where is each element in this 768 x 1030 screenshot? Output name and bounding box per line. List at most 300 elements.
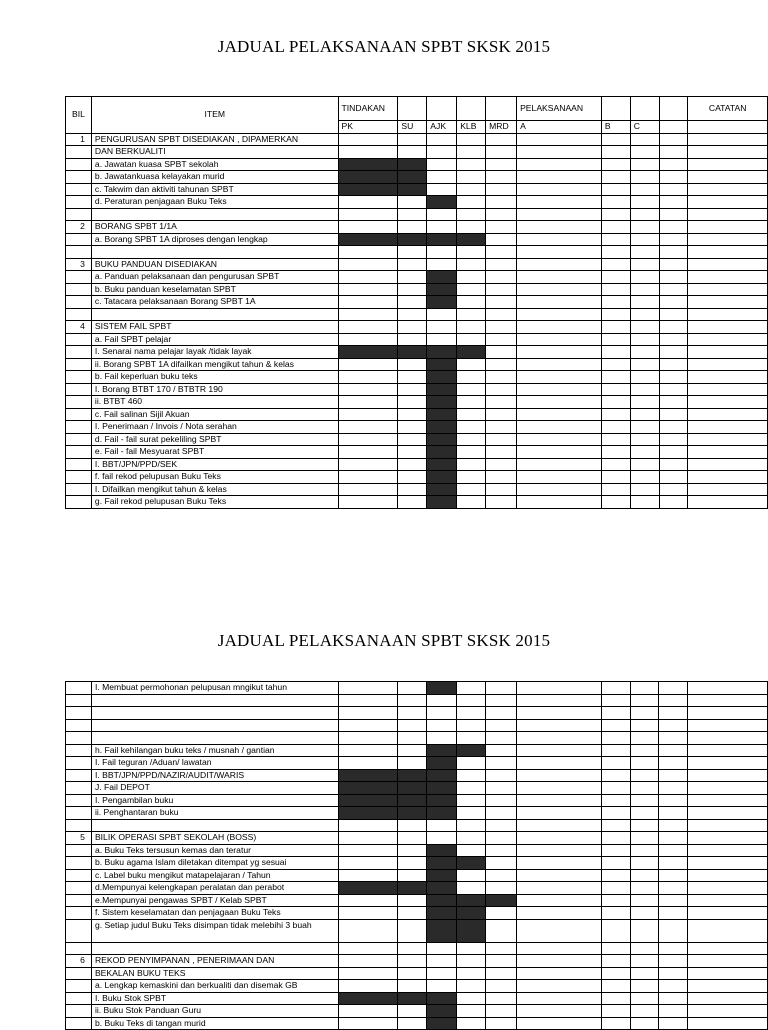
empty-cell [601, 807, 630, 820]
empty-cell [659, 894, 688, 907]
row-item [91, 694, 338, 707]
empty-cell [338, 221, 398, 234]
filled-cell [398, 992, 427, 1005]
empty-cell [517, 371, 602, 384]
empty-cell [517, 358, 602, 371]
empty-cell [659, 408, 688, 421]
row-item: I. Pengambilan buku [91, 794, 338, 807]
empty-cell [486, 967, 517, 980]
empty-cell [688, 421, 768, 434]
filled-cell [338, 882, 398, 895]
row-number [66, 807, 92, 820]
empty-cell [517, 869, 602, 882]
row-number [66, 682, 92, 695]
header-su: SU [398, 121, 427, 134]
row-number [66, 371, 92, 384]
empty-cell [630, 682, 659, 695]
row-item: ii. Penghantaran buku [91, 807, 338, 820]
empty-cell [659, 233, 688, 246]
row-item: I. Membuat permohonan pelupusan mngikut tahun [91, 682, 338, 695]
empty-cell [486, 321, 517, 334]
empty-cell [398, 258, 427, 271]
empty-cell [338, 942, 398, 955]
empty-cell [517, 967, 602, 980]
empty-cell [517, 732, 602, 745]
empty-cell [630, 321, 659, 334]
filled-cell [427, 233, 457, 246]
empty-cell [630, 171, 659, 184]
filled-cell [398, 782, 427, 795]
empty-cell [457, 296, 486, 309]
empty-cell [630, 955, 659, 968]
filled-cell [457, 907, 486, 920]
empty-cell [338, 757, 398, 770]
filled-cell [427, 396, 457, 409]
empty-cell [630, 769, 659, 782]
empty-cell [601, 221, 630, 234]
empty-cell [688, 894, 768, 907]
empty-cell [630, 819, 659, 832]
empty-cell [659, 246, 688, 259]
filled-cell [427, 471, 457, 484]
empty-cell [601, 396, 630, 409]
empty-cell [338, 707, 398, 720]
empty-cell [427, 832, 457, 845]
empty-cell [457, 955, 486, 968]
filled-cell [338, 158, 398, 171]
filled-cell [398, 807, 427, 820]
empty-cell [398, 471, 427, 484]
empty-cell [659, 794, 688, 807]
table-row [66, 857, 768, 870]
row-item: h. Fail kehilangan buku teks / musnah / gantian [91, 744, 338, 757]
empty-cell [457, 980, 486, 993]
table-row [66, 221, 768, 234]
empty-cell [630, 744, 659, 757]
filled-cell [398, 183, 427, 196]
empty-cell [630, 433, 659, 446]
row-item: g. Fail rekod pelupusan Buku Teks [91, 496, 338, 509]
row-number: 1 [66, 133, 92, 146]
row-number [66, 857, 92, 870]
empty-cell [517, 446, 602, 459]
filled-cell [398, 171, 427, 184]
empty-cell [517, 471, 602, 484]
empty-cell [398, 296, 427, 309]
empty-cell [601, 919, 630, 942]
empty-cell [517, 769, 602, 782]
empty-cell [457, 882, 486, 895]
empty-cell [688, 396, 768, 409]
empty-cell [338, 869, 398, 882]
empty-cell [601, 158, 630, 171]
empty-cell [688, 196, 768, 209]
empty-cell [688, 158, 768, 171]
empty-cell [601, 882, 630, 895]
empty-cell [457, 208, 486, 221]
empty-cell [338, 819, 398, 832]
empty-cell [338, 283, 398, 296]
empty-cell [659, 869, 688, 882]
row-number [66, 183, 92, 196]
filled-cell [427, 346, 457, 359]
empty-cell [486, 1017, 517, 1030]
empty-cell [457, 719, 486, 732]
empty-cell [601, 732, 630, 745]
empty-cell [457, 732, 486, 745]
filled-cell [338, 992, 398, 1005]
empty-cell [457, 782, 486, 795]
empty-cell [630, 421, 659, 434]
table-row [66, 258, 768, 271]
empty-cell [338, 967, 398, 980]
table-row [66, 408, 768, 421]
row-number [66, 794, 92, 807]
empty-cell [601, 967, 630, 980]
empty-cell [457, 844, 486, 857]
empty-cell [601, 446, 630, 459]
row-number [66, 196, 92, 209]
empty-cell [659, 396, 688, 409]
row-number [66, 433, 92, 446]
empty-cell [601, 458, 630, 471]
empty-cell [601, 1017, 630, 1030]
row-item [91, 707, 338, 720]
empty-cell [659, 819, 688, 832]
empty-cell [398, 483, 427, 496]
filled-cell [427, 682, 457, 695]
empty-cell [398, 396, 427, 409]
schedule-table-2 [65, 681, 768, 1030]
empty-cell [486, 346, 517, 359]
row-number [66, 233, 92, 246]
row-number [66, 719, 92, 732]
empty-cell [601, 942, 630, 955]
row-item: b. Buku Teks di tangan murid [91, 1017, 338, 1030]
empty-cell [688, 844, 768, 857]
empty-cell [688, 208, 768, 221]
table-row [66, 967, 768, 980]
empty-cell [659, 857, 688, 870]
empty-cell [601, 208, 630, 221]
row-number: 4 [66, 321, 92, 334]
filled-cell [398, 769, 427, 782]
empty-cell [486, 483, 517, 496]
table-row [66, 358, 768, 371]
empty-cell [601, 794, 630, 807]
empty-cell [688, 458, 768, 471]
empty-cell [398, 719, 427, 732]
empty-cell [486, 358, 517, 371]
row-number [66, 869, 92, 882]
empty-cell [486, 396, 517, 409]
empty-cell [688, 483, 768, 496]
empty-cell [398, 133, 427, 146]
empty-cell [688, 857, 768, 870]
empty-cell [338, 744, 398, 757]
row-number: 3 [66, 258, 92, 271]
table-row [66, 955, 768, 968]
empty-cell [517, 333, 602, 346]
empty-cell [398, 221, 427, 234]
empty-cell [659, 383, 688, 396]
empty-cell [659, 769, 688, 782]
row-item: e. Fail - fail Mesyuarat SPBT [91, 446, 338, 459]
empty-cell [659, 171, 688, 184]
row-number [66, 208, 92, 221]
empty-cell [427, 955, 457, 968]
row-item: I. Penerimaan / Invois / Nota serahan [91, 421, 338, 434]
empty-cell [486, 383, 517, 396]
empty-cell [486, 246, 517, 259]
row-item: PENGURUSAN SPBT DISEDIAKAN , DIPAMERKAN [91, 133, 338, 146]
empty-cell [601, 421, 630, 434]
empty-cell [659, 782, 688, 795]
table-row [66, 346, 768, 359]
empty-cell [517, 832, 602, 845]
table-row [66, 246, 768, 259]
header-ajk: AJK [427, 121, 457, 134]
empty-cell [457, 171, 486, 184]
row-item: DAN BERKUALITI [91, 146, 338, 159]
empty-cell [517, 421, 602, 434]
empty-cell [601, 744, 630, 757]
row-number [66, 296, 92, 309]
empty-cell [517, 894, 602, 907]
empty-cell [688, 383, 768, 396]
filled-cell [457, 894, 486, 907]
row-number: 2 [66, 221, 92, 234]
row-number [66, 757, 92, 770]
page-title: JADUAL PELAKSANAAN SPBT SKSK 2015 [217, 37, 551, 56]
empty-cell [688, 744, 768, 757]
row-number [66, 283, 92, 296]
empty-cell [338, 196, 398, 209]
empty-cell [486, 1005, 517, 1018]
empty-cell [457, 158, 486, 171]
empty-cell [688, 807, 768, 820]
empty-cell [630, 333, 659, 346]
empty-cell [486, 433, 517, 446]
table-row [66, 196, 768, 209]
empty-cell [659, 258, 688, 271]
empty-cell [338, 246, 398, 259]
empty-cell [659, 992, 688, 1005]
empty-cell [517, 844, 602, 857]
empty-cell [486, 183, 517, 196]
empty-cell [630, 919, 659, 942]
row-item [91, 208, 338, 221]
empty-cell [486, 732, 517, 745]
empty-cell [659, 333, 688, 346]
empty-cell [517, 321, 602, 334]
empty-cell [338, 919, 398, 942]
filled-cell [427, 371, 457, 384]
empty-cell [398, 1017, 427, 1030]
empty-cell [630, 296, 659, 309]
empty-cell [630, 807, 659, 820]
empty-cell [398, 967, 427, 980]
empty-cell [427, 321, 457, 334]
empty-cell [517, 694, 602, 707]
empty-cell [659, 980, 688, 993]
table-row [66, 183, 768, 196]
row-number [66, 907, 92, 920]
empty-cell [688, 408, 768, 421]
empty-cell [338, 396, 398, 409]
filled-cell [427, 383, 457, 396]
empty-cell [517, 171, 602, 184]
empty-cell [338, 458, 398, 471]
empty-cell [457, 1005, 486, 1018]
row-number [66, 769, 92, 782]
row-number [66, 967, 92, 980]
filled-cell [338, 807, 398, 820]
empty-cell [601, 408, 630, 421]
empty-cell [338, 258, 398, 271]
empty-cell [486, 769, 517, 782]
filled-cell [427, 271, 457, 284]
empty-cell [398, 694, 427, 707]
empty-cell [517, 433, 602, 446]
empty-cell [659, 146, 688, 159]
empty-cell [427, 158, 457, 171]
empty-cell [457, 1017, 486, 1030]
header-c: C [630, 121, 659, 134]
filled-cell [338, 769, 398, 782]
filled-cell [398, 158, 427, 171]
row-number [66, 1005, 92, 1018]
empty-cell [398, 955, 427, 968]
filled-cell [486, 894, 517, 907]
row-number [66, 694, 92, 707]
row-item: ii. Buku Stok Panduan Guru [91, 1005, 338, 1018]
empty-cell [427, 146, 457, 159]
empty-cell [688, 433, 768, 446]
empty-cell [457, 819, 486, 832]
empty-cell [517, 992, 602, 1005]
empty-cell [398, 458, 427, 471]
empty-cell [659, 346, 688, 359]
empty-cell [338, 1017, 398, 1030]
empty-cell [688, 296, 768, 309]
empty-cell [338, 446, 398, 459]
row-item: b. Fail keperluan buku teks [91, 371, 338, 384]
empty-cell [486, 844, 517, 857]
table-row [66, 371, 768, 384]
empty-cell [630, 782, 659, 795]
empty-cell [338, 471, 398, 484]
empty-cell [427, 221, 457, 234]
filled-cell [457, 233, 486, 246]
empty-cell [457, 433, 486, 446]
row-number [66, 483, 92, 496]
empty-cell [688, 782, 768, 795]
empty-cell [659, 1017, 688, 1030]
row-item: I. Difailkan mengikut tahun & kelas [91, 483, 338, 496]
table-row [66, 819, 768, 832]
empty-cell [427, 258, 457, 271]
table-row [66, 446, 768, 459]
empty-cell [517, 308, 602, 321]
filled-cell [427, 992, 457, 1005]
empty-cell [659, 283, 688, 296]
filled-cell [398, 882, 427, 895]
row-number [66, 421, 92, 434]
row-item [91, 732, 338, 745]
row-number [66, 744, 92, 757]
empty-cell [688, 919, 768, 942]
empty-cell [688, 992, 768, 1005]
row-item: d.Mempunyai kelengkapan peralatan dan perabot [91, 882, 338, 895]
row-number [66, 358, 92, 371]
empty-cell [601, 844, 630, 857]
row-item: SISTEM FAIL SPBT [91, 321, 338, 334]
filled-cell [457, 346, 486, 359]
empty-cell [398, 894, 427, 907]
empty-cell [688, 371, 768, 384]
empty-cell [688, 246, 768, 259]
empty-cell [457, 807, 486, 820]
empty-cell [398, 819, 427, 832]
empty-cell [688, 980, 768, 993]
row-item: I. Borang BTBT 170 / BTBTR 190 [91, 383, 338, 396]
table-row [66, 732, 768, 745]
empty-cell [630, 346, 659, 359]
empty-cell [398, 1005, 427, 1018]
empty-cell [601, 955, 630, 968]
empty-cell [457, 496, 486, 509]
row-number [66, 819, 92, 832]
filled-cell [427, 458, 457, 471]
empty-cell [338, 433, 398, 446]
table-row [66, 844, 768, 857]
empty-cell [398, 146, 427, 159]
row-number [66, 271, 92, 284]
empty-cell [427, 967, 457, 980]
row-number [66, 396, 92, 409]
empty-cell [486, 942, 517, 955]
empty-cell [457, 358, 486, 371]
empty-cell [338, 719, 398, 732]
empty-cell [457, 769, 486, 782]
empty-cell [457, 682, 486, 695]
empty-cell [601, 133, 630, 146]
empty-cell [630, 358, 659, 371]
empty-cell [486, 719, 517, 732]
empty-cell [630, 907, 659, 920]
row-item: ii. BTBT 460 [91, 396, 338, 409]
empty-cell [457, 221, 486, 234]
empty-cell [517, 1017, 602, 1030]
empty-cell [398, 869, 427, 882]
empty-cell [398, 333, 427, 346]
empty-cell [398, 857, 427, 870]
row-item: BILIK OPERASI SPBT SEKOLAH (BOSS) [91, 832, 338, 845]
row-item: a. Jawatan kuasa SPBT sekolah [91, 158, 338, 171]
empty-cell [688, 942, 768, 955]
empty-cell [457, 421, 486, 434]
empty-cell [486, 496, 517, 509]
empty-cell [457, 458, 486, 471]
empty-cell [486, 682, 517, 695]
row-number [66, 246, 92, 259]
empty-cell [517, 819, 602, 832]
table-row [66, 296, 768, 309]
table-row [66, 433, 768, 446]
empty-cell [486, 221, 517, 234]
empty-cell [601, 769, 630, 782]
